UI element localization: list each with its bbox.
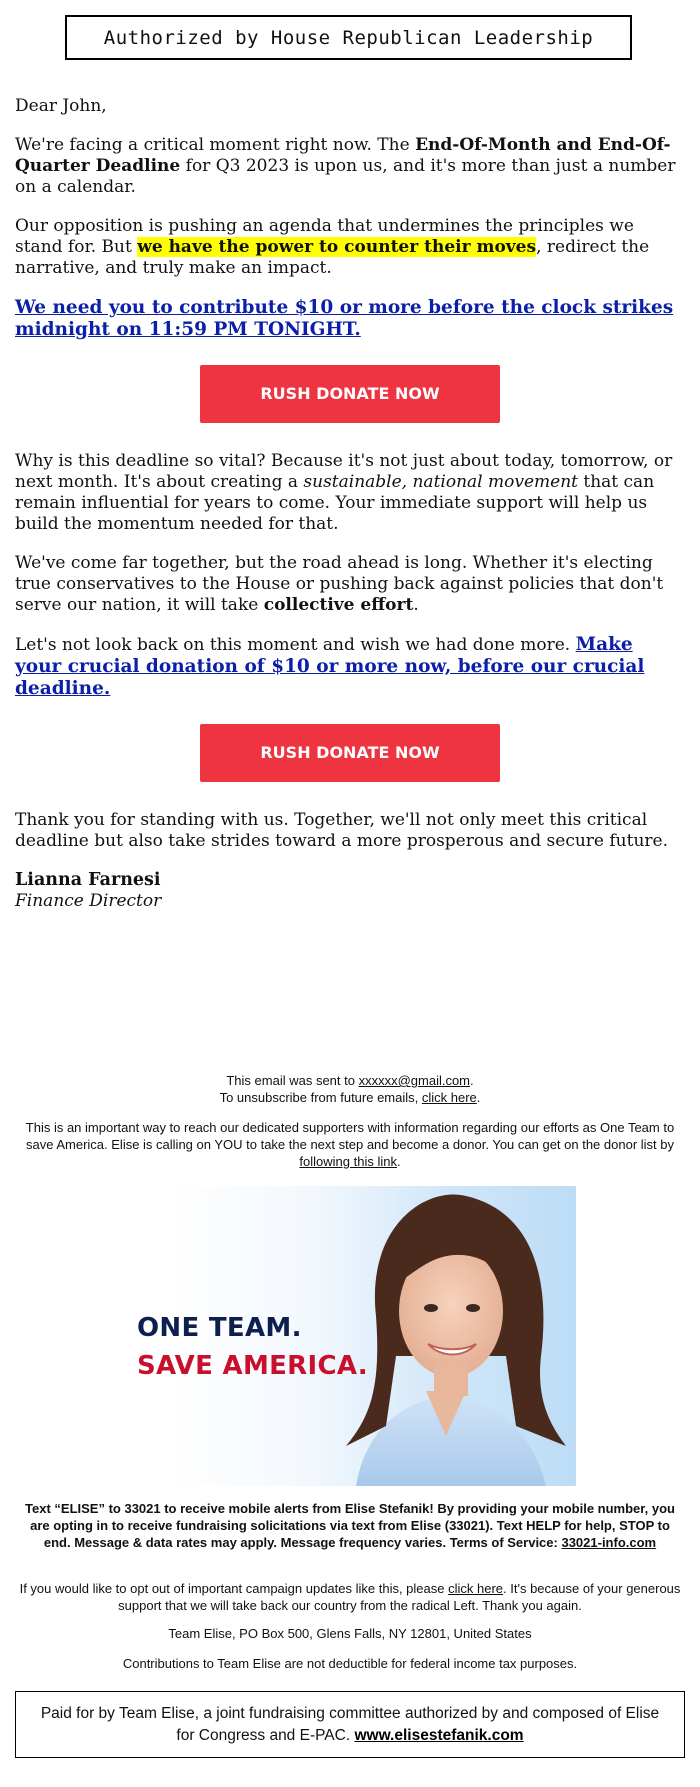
mailing-address: Team Elise, PO Box 500, Glens Falls, NY 12801, United States <box>168 1626 532 1641</box>
crucial-donation-link[interactable]: Make your crucial donation of $10 or more now, before our crucial deadline. <box>15 634 645 699</box>
donor-info-line: This is an important way to reach our dedicated supporters with information regarding our efforts as One Team to save America. Elise is calling on YOU to take the next step and become a donor. You can get on the donor list by following this link. <box>25 1120 675 1169</box>
donate-button-row-2 <box>15 724 685 782</box>
paragraph-road-ahead: We've come far together, but the road ahead is long. Whether it's electing true conservatives to the House or pushing back against policies that don't serve our nation, it will take collective effort. <box>15 553 664 615</box>
highlighted-text: we have the power to counter their moves <box>137 237 537 257</box>
contribute-link[interactable]: We need you to contribute $10 or more before the clock strikes midnight on 11:59 PM TONIGHT. <box>15 297 674 340</box>
donor-list-link[interactable]: following this link <box>299 1154 397 1169</box>
sms-optin-notice: Text “ELISE” to 33021 to receive mobile alerts from Elise Stefanik! By providing your mobile number, you are opting in to receive fundraising solicitations via text from Elise (33021). Text HELP for help, STOP to end. Message & data rates may apply. Message frequency varies. Terms of Service: 33021-info.com <box>25 1501 675 1550</box>
authorized-by-text: Authorized by House Republican Leadership <box>103 26 594 49</box>
paid-for-box <box>15 1691 685 1758</box>
paragraph-opposition: Our opposition is pushing an agenda that undermines the principles we stand for. But we have the power to counter their moves, redirect the narrative, and truly make an impact. <box>15 216 650 278</box>
rush-donate-button-1[interactable]: RUSH DONATE NOW <box>200 365 500 423</box>
letter-body <box>15 96 685 912</box>
one-team-banner[interactable] <box>137 1186 576 1486</box>
paragraph-thank-you: Thank you for standing with us. Together, we'll not only meet this critical deadline but also take strides toward a more prosperous and secure future. <box>15 810 668 851</box>
tax-deductibility-note: Contributions to Team Elise are not deductible for federal income tax purposes. <box>122 1656 578 1671</box>
sms-terms-link[interactable]: 33021-info.com <box>561 1535 657 1550</box>
deadline-bold: End-Of-Month and End-Of-Quarter Deadline <box>15 135 671 176</box>
sent-to-line: This email was sent to xxxxxx@gmail.com. <box>226 1073 474 1088</box>
collective-effort-bold: collective effort <box>263 595 414 615</box>
website-link[interactable]: www.elisestefanik.com <box>354 1726 524 1744</box>
banner-headline-one-team: ONE TEAM. <box>137 1313 302 1343</box>
greeting: Dear John, <box>15 96 107 116</box>
paragraph-cta-1 <box>15 297 685 341</box>
unsubscribe-line: To unsubscribe from future emails, click here. <box>219 1090 481 1105</box>
signature-title: Finance Director <box>15 891 162 911</box>
banner-headline-save-america: SAVE AMERICA. <box>137 1351 368 1381</box>
paragraph-deadline: We're facing a critical moment right now. The End-Of-Month and End-Of-Quarter Deadline for Q3 2023 is upon us, and it's more than just a number on a calendar. <box>15 135 676 197</box>
unsubscribe-link[interactable]: click here <box>421 1090 477 1105</box>
paid-for-text: Paid for by Team Elise, a joint fundraising committee authorized by and composed of Elise for Congress and E-PAC. www.elisestefanik.com <box>40 1704 660 1744</box>
footer-notices <box>15 1072 685 1170</box>
optout-link[interactable]: click here <box>448 1581 504 1596</box>
paragraph-cta-2: Let's not look back on this moment and wish we had done more. Make your crucial donation of $10 or more now, before our crucial deadline. <box>15 634 645 699</box>
recipient-email-link[interactable]: xxxxxx@gmail.com <box>358 1073 471 1088</box>
signature <box>15 870 685 912</box>
optout-notice: If you would like to opt out of important campaign updates like this, please click here. It's because of your generous support that we will take back our country from the radical Left. Thank you again. <box>19 1581 681 1613</box>
italic-phrase: sustainable, national movement <box>303 472 578 492</box>
authorized-by-box <box>65 15 632 60</box>
paragraph-why: Why is this deadline so vital? Because it's not just about today, tomorrow, or next month. It's about creating a sustainable, national movement that can remain influential for years to come. Your immediate support will help us build the momentum needed for that. <box>15 451 673 534</box>
candidate-portrait <box>316 1186 576 1486</box>
donate-button-row-1 <box>15 365 685 423</box>
rush-donate-button-2[interactable]: RUSH DONATE NOW <box>200 724 500 782</box>
signature-name: Lianna Farnesi <box>15 870 161 890</box>
